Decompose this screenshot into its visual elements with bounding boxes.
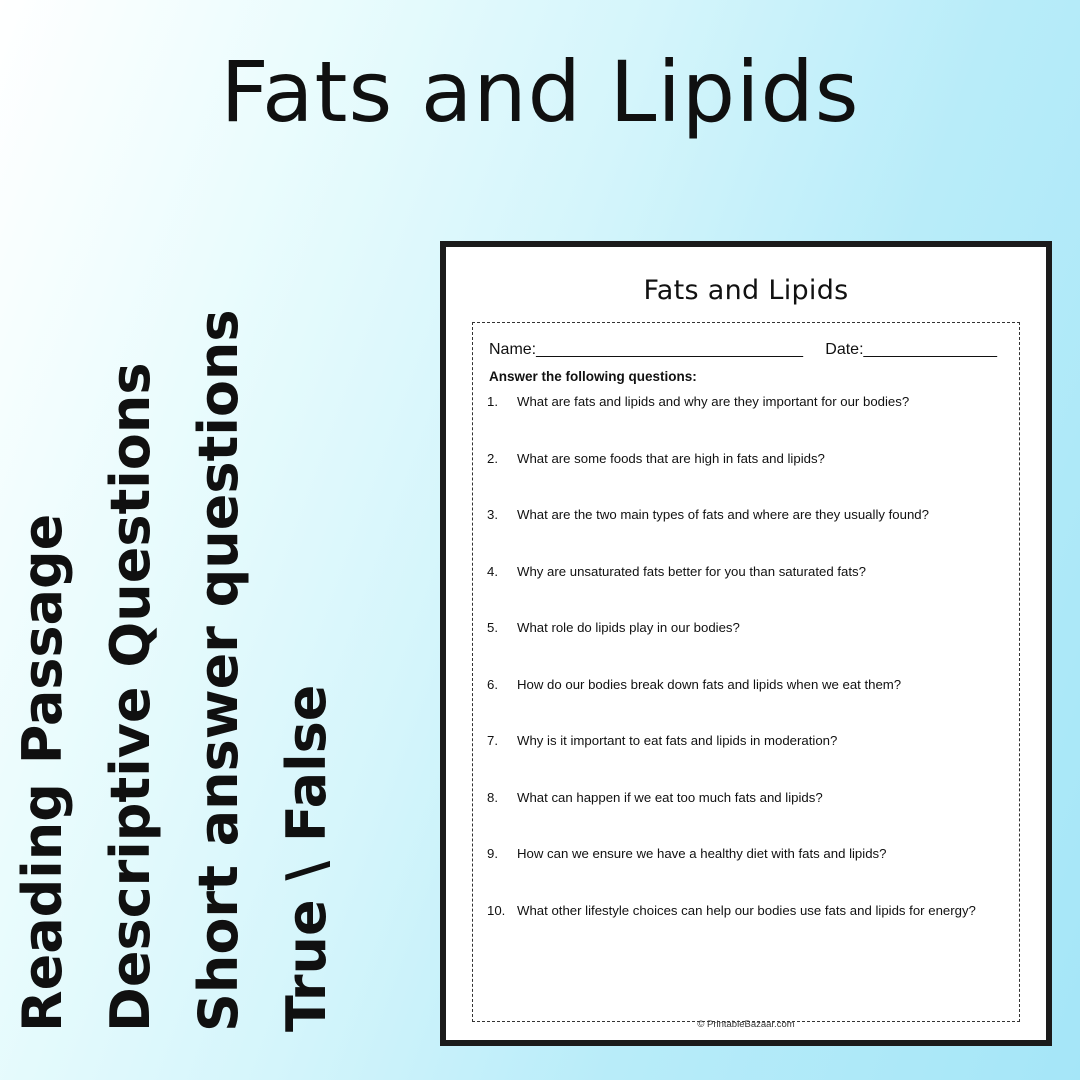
page-title: Fats and Lipids [220,43,860,141]
list-item [487,733,1005,750]
name-field: Name:______________________________ [489,341,804,358]
question-text: What role do lipids play in our bodies? [517,620,740,635]
list-item [487,507,1005,524]
feature-label-short-answer-questions: Short answer questions [187,309,250,1032]
worksheet-preview [440,241,1052,1046]
date-field: Date:_______________ [825,341,997,358]
feature-label-reading-passage: Reading Passage [11,513,74,1032]
question-text: Why is it important to eat fats and lipids in moderation? [517,733,838,748]
question-number: 6. [487,676,498,692]
name-date-row [489,341,1003,359]
instruction-text: Answer the following questions: [489,369,697,384]
question-text: What are the two main types of fats and where are they usually found? [517,507,929,522]
question-list [487,394,1005,919]
feature-list [11,262,428,1052]
question-number: 9. [487,846,498,861]
list-item [487,903,1005,920]
question-text: What can happen if we eat too much fats and lipids? [517,789,823,805]
question-text: What are some foods that are high in fats and lipids? [517,450,825,466]
list-item [487,677,1005,694]
question-number: 3. [487,507,498,522]
worksheet-content-area [472,322,1020,1022]
list-item [487,846,1005,863]
list-item [487,620,1005,637]
question-text: What other lifestyle choices can help our bodies use fats and lipids for energy? [517,902,976,918]
worksheet-footer: © PrintableBazaar.com [697,1019,795,1030]
question-number: 10. [487,902,506,918]
feature-label-true-false: True \ False [275,684,338,1032]
question-number: 5. [487,620,498,635]
question-text: How can we ensure we have a healthy diet with fats and lipids? [517,846,887,861]
question-number: 4. [487,563,498,579]
list-item [487,394,1005,411]
question-number: 7. [487,733,498,748]
worksheet-inner [446,247,1046,1040]
question-number: 1. [487,394,498,409]
feature-label-descriptive-questions: Descriptive Questions [99,362,162,1032]
question-text: What are fats and lipids and why are they important for our bodies? [517,394,910,409]
question-text: How do our bodies break down fats and lipids when we eat them? [517,676,902,692]
question-number: 2. [487,450,498,466]
question-number: 8. [487,789,498,805]
question-text: Why are unsaturated fats better for you than saturated fats? [517,563,866,579]
list-item [487,564,1005,581]
list-item [487,451,1005,468]
worksheet-title: Fats and Lipids [643,275,849,306]
list-item [487,790,1005,807]
